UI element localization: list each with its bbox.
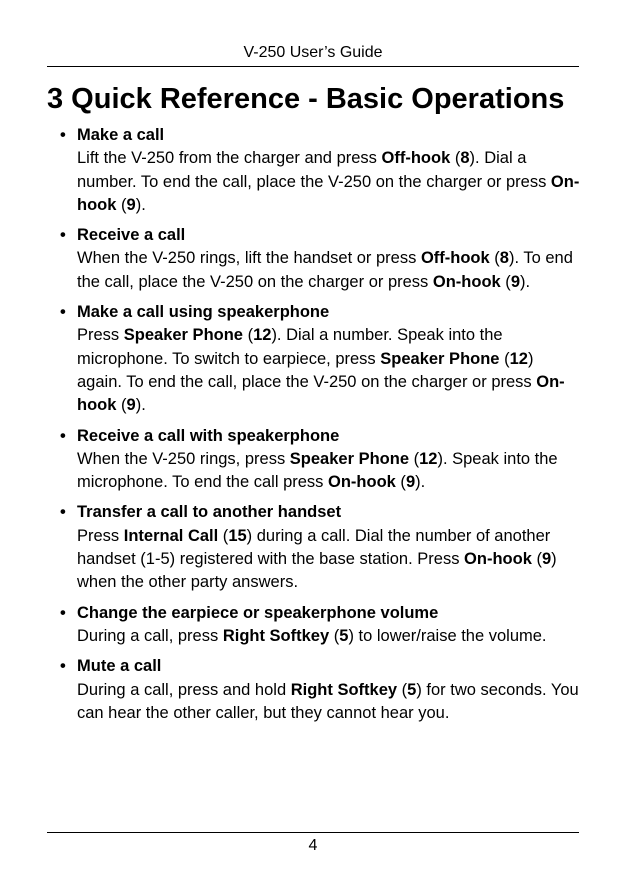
footer-divider [47, 832, 579, 833]
operation-description [77, 525, 580, 595]
description-text: ( [218, 526, 229, 545]
description-text: ( [450, 149, 461, 168]
description-text: ). [135, 396, 146, 415]
key-reference: On-hook [77, 372, 565, 415]
key-reference: Speaker Phone [289, 449, 409, 468]
description-text: ( [409, 449, 420, 468]
description-text: ). Speak into the microphone. To end the call press [77, 449, 558, 492]
description-text: ( [531, 550, 542, 569]
operations-list [60, 124, 580, 732]
description-text: ) during a call. Dial the number of another handset (1-5) registered with the base station. Press [77, 526, 551, 569]
operation-item [60, 501, 580, 594]
description-text: ). [415, 473, 426, 492]
key-reference: On-hook [432, 272, 501, 291]
description-text: ) to lower/raise the volume. [348, 626, 547, 645]
description-text: ( [489, 249, 500, 268]
description-text: ( [500, 272, 511, 291]
header-divider [47, 66, 579, 67]
key-reference: 5 [407, 680, 417, 699]
key-reference: Off-hook [420, 249, 490, 268]
description-text: ) for two seconds. You can hear the other caller, but they cannot hear you. [77, 680, 579, 722]
description-text: Press [77, 526, 124, 545]
key-reference: Right Softkey [290, 680, 398, 699]
key-reference: 9 [510, 272, 520, 291]
key-reference: 12 [509, 349, 528, 368]
operation-title: Mute a call [77, 657, 162, 676]
key-reference: Speaker Phone [380, 349, 500, 368]
key-reference: Off-hook [381, 149, 451, 168]
description-text: ( [116, 195, 127, 214]
operation-title: Transfer a call to another handset [77, 503, 342, 522]
operation-title: Make a call using speakerphone [77, 303, 330, 322]
operation-item [60, 425, 580, 495]
description-text: ). Dial a number. Speak into the microphone. To switch to earpiece, press [77, 326, 503, 368]
description-text: ). [135, 195, 146, 214]
description-text: ). [520, 272, 531, 291]
key-reference: 9 [405, 473, 416, 492]
key-reference: 9 [126, 195, 136, 214]
operation-item [60, 602, 580, 649]
description-text: ( [499, 349, 510, 368]
key-reference: On-hook [328, 473, 396, 492]
key-reference: 9 [541, 550, 552, 569]
description-text: ( [242, 326, 254, 345]
operation-item [60, 301, 580, 417]
key-reference: 12 [253, 326, 272, 345]
operation-item [60, 224, 580, 294]
operation-description [77, 625, 580, 648]
bullet-icon: • [60, 126, 66, 144]
key-reference: 8 [499, 249, 509, 268]
description-text: During a call, press and hold [77, 680, 291, 699]
key-reference: On-hook [77, 172, 580, 214]
description-text: ( [116, 396, 127, 415]
description-text: When the V-250 rings, press [77, 449, 290, 468]
operation-item [60, 655, 580, 725]
page-number: 4 [308, 837, 318, 854]
operation-title: Receive a call [77, 226, 186, 245]
operation-title: Receive a call with speakerphone [77, 426, 340, 445]
description-text: When the V-250 rings, lift the handset or press [77, 249, 421, 268]
operation-title: Change the earpiece or speakerphone volume [77, 603, 439, 622]
key-reference: 8 [460, 149, 470, 168]
bullet-icon: • [60, 603, 66, 622]
description-text: ). Dial a number. To end the call, place the V-250 on the charger or press [77, 149, 551, 191]
operation-description [77, 147, 580, 217]
operation-description [77, 247, 580, 294]
description-text: ) when the other party answers. [77, 550, 557, 592]
bullet-icon: • [60, 226, 66, 245]
running-header: V-250 User’s Guide [243, 44, 383, 61]
operation-item [60, 124, 580, 217]
description-text: ( [329, 626, 340, 645]
description-text: ( [395, 473, 406, 492]
bullet-icon: • [60, 657, 66, 676]
operation-description [77, 448, 580, 495]
key-reference: 15 [228, 526, 247, 545]
operation-description [77, 324, 580, 417]
page-title: 3 Quick Reference - Basic Operations [47, 83, 565, 115]
description-text: Lift the V-250 from the charger and press [77, 149, 382, 168]
key-reference: Internal Call [123, 526, 219, 545]
description-text: ( [397, 680, 408, 699]
key-reference: 5 [339, 626, 349, 645]
bullet-icon: • [60, 303, 66, 322]
description-text: During a call, press [77, 626, 223, 645]
operation-title: Make a call [77, 126, 165, 144]
key-reference: 12 [419, 449, 438, 468]
description-text: ) again. To end the call, place the V-250 on the charger or press [77, 349, 537, 391]
description-text: Press [77, 326, 124, 345]
key-reference: 9 [126, 396, 136, 415]
bullet-icon: • [60, 426, 66, 445]
description-text: ). To end the call, place the V-250 on the charger or press [77, 249, 573, 291]
key-reference: Right Softkey [222, 626, 330, 645]
operation-description [77, 679, 580, 726]
bullet-icon: • [60, 503, 66, 522]
key-reference: Speaker Phone [123, 326, 243, 345]
key-reference: On-hook [464, 550, 532, 569]
